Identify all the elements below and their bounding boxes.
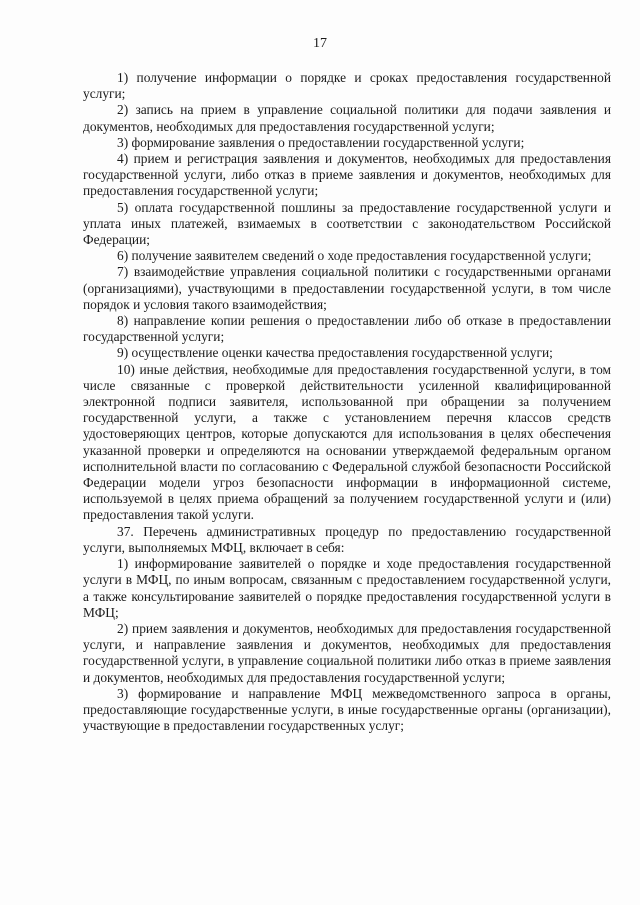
list-item: 2) запись на прием в управление социальной политики для подачи заявления и документов, необходимых для предоставления государственной услуги; [83, 102, 611, 134]
list-item: 8) направление копии решения о предоставлении либо об отказе в предоставлении государственной услуги; [83, 313, 611, 345]
list-item: 7) взаимодействие управления социальной политики с государственными органами (организациями), участвующими в предоставлении государственной услуги, в том числе порядок и условия такого взаимодействия; [83, 264, 611, 312]
list-item: 9) осуществление оценки качества предоставления государственной услуги; [117, 345, 553, 361]
list-item: 4) прием и регистрация заявления и документов, необходимых для предоставления государственной услуги, либо отказ в приеме заявления и документов, необходимых для предоставления государственной услуги; [83, 151, 611, 199]
list-item: 6) получение заявителем сведений о ходе предоставления государственной услуги; [117, 248, 592, 264]
list-item: 5) оплата государственной пошлины за предоставление государственной услуги и уплата иных платежей, взимаемых в соответствии с законодательством Российской Федерации; [83, 199, 611, 248]
list-item: 10) иные действия, необходимые для предоставления государственной услуги, в том числе связанные с проверкой действительности усиленной квалифицированной электронной подписи заявителя, использованной при обращении за получением государственной услуги, а также с установлением перечня классов средств удостоверяющих центров, которые допускаются для использования в целях обеспечения указанной проверки и определяются на основании утверждаемой федеральным органом исполнительной власти по согласованию с Федеральной службой безопасности Российской Федерации модели угроз безопасности информации в информационной системе, используемой в целях приема обращений за получением государственной услуги и (или) предоставления такой услуги. [83, 361, 611, 523]
list-item: 1) получение информации о порядке и сроках предоставления государственной услуги; [83, 70, 611, 102]
list-item: 1) информирование заявителей о порядке и ходе предоставления государственной услуги в МФЦ, по иным вопросам, связанным с предоставлением государственной услуги, а также консультирование заявителей о порядке предоставления государственной услуги в МФЦ; [83, 556, 611, 620]
list-item: 3) формирование и направление МФЦ межведомственного запроса в органы, предоставляющие государственные услуги, в иные государственные органы (организации), участвующие в предоставлении государственных услуг; [83, 685, 611, 734]
section-paragraph: 37. Перечень административных процедур по предоставлению государственной услуги, выполняемых МФЦ, включает в себя: [83, 523, 611, 555]
page-number: 17 [313, 36, 327, 51]
document-body [83, 70, 611, 734]
list-item: 2) прием заявления и документов, необходимых для предоставления государственной услуги, и направление заявления и документов, необходимых для предоставления государственной услуги, в управление социальной политики либо отказ в приеме заявления и документов, необходимых для предоставления государственной услуги; [83, 620, 611, 685]
list-item: 3) формирование заявления о предоставлении государственной услуги; [117, 134, 525, 150]
